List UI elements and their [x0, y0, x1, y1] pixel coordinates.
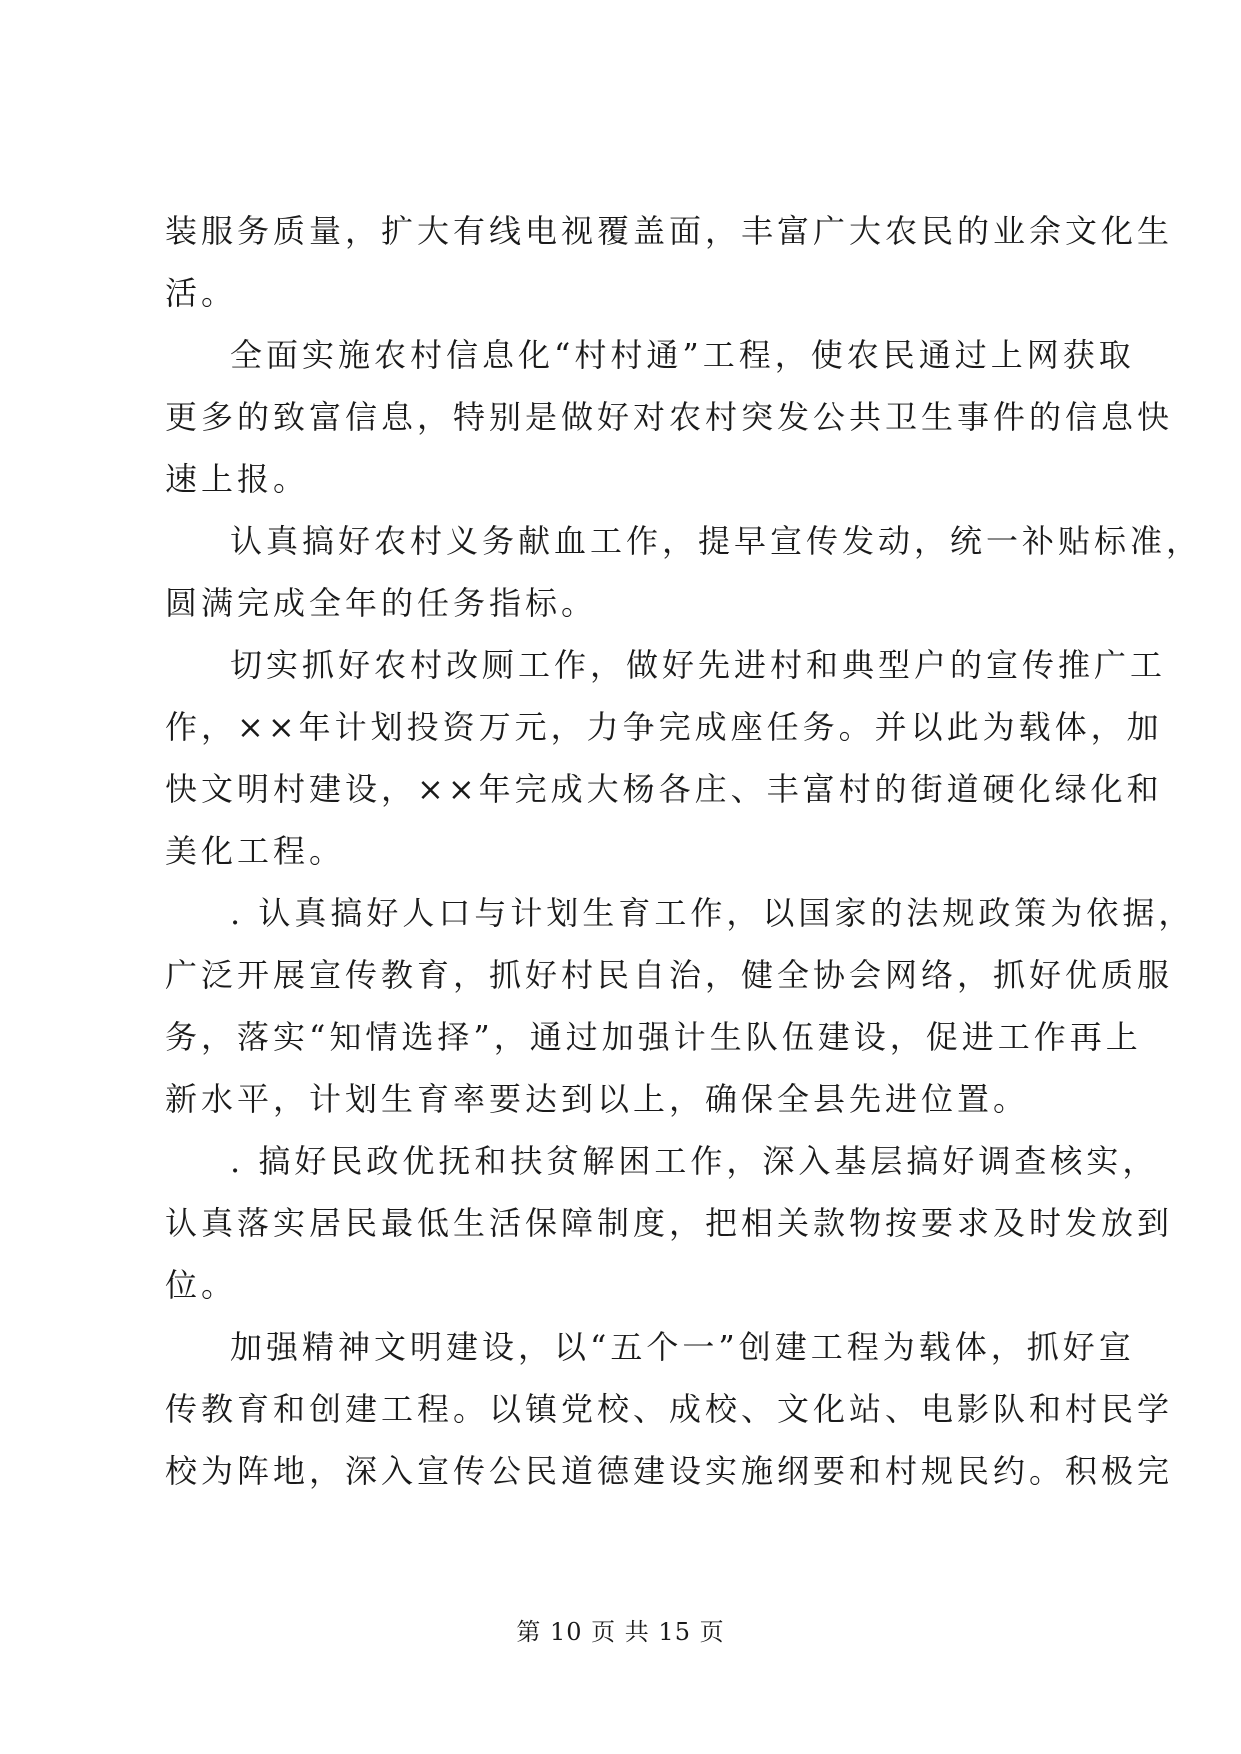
body-line: 校为阵地，深入宣传公民道德建设实施纲要和村规民约。积极完: [165, 1452, 1174, 1490]
paragraph-first-line: 认真搞好农村义务献血工作，提早宣传发动，统一补贴标准，: [230, 522, 1203, 560]
body-line: 务，落实“知情选择”，通过加强计生队伍建设，促进工作再上: [165, 1018, 1142, 1056]
body-line: 装服务质量，扩大有线电视覆盖面，丰富广大农民的业余文化生: [165, 212, 1174, 250]
body-line: 速上报。: [165, 460, 310, 498]
body-line: 新水平，计划生育率要达到以上，确保全县先进位置。: [165, 1080, 1030, 1118]
page-number-footer: 第 10 页 共 15 页: [516, 1618, 725, 1646]
body-line: 作，××年计划投资万元，力争完成座任务。并以此为载体，加: [165, 708, 1163, 746]
paragraph-first-line: 切实抓好农村改厕工作，做好先进村和典型户的宣传推广工: [230, 646, 1167, 684]
body-line: 快文明村建设，××年完成大杨各庄、丰富村的街道硬化绿化和: [165, 770, 1163, 808]
body-line: 认真落实居民最低生活保障制度，把相关款物按要求及时发放到: [165, 1204, 1174, 1242]
paragraph-first-line: 全面实施农村信息化“村村通”工程，使农民通过上网获取: [230, 336, 1135, 374]
body-line: 位。: [165, 1266, 238, 1304]
body-line: 更多的致富信息，特别是做好对农村突发公共卫生事件的信息快: [165, 398, 1174, 436]
body-line: 活。: [165, 274, 238, 312]
paragraph-first-line: 加强精神文明建设，以“五个一”创建工程为载体，抓好宣: [230, 1328, 1135, 1366]
body-line: 广泛开展宣传教育，抓好村民自治，健全协会网络，抓好优质服: [165, 956, 1174, 994]
body-line: 传教育和创建工程。以镇党校、成校、文化站、电影队和村民学: [165, 1390, 1174, 1428]
paragraph-first-line: . 认真搞好人口与计划生育工作，以国家的法规政策为依据，: [230, 894, 1195, 932]
body-line: 圆满完成全年的任务指标。: [165, 584, 598, 622]
body-line: 美化工程。: [165, 832, 346, 870]
paragraph-first-line: . 搞好民政优抚和扶贫解困工作，深入基层搞好调查核实，: [230, 1142, 1159, 1180]
